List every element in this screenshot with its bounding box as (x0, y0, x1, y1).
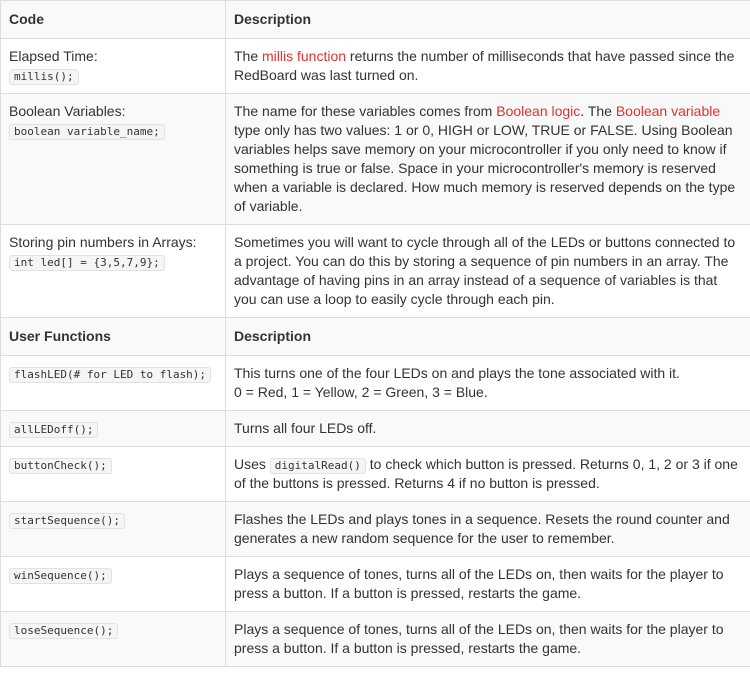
code-snippet: boolean variable_name; (9, 124, 165, 140)
description-cell: Turns all four LEDs off. (226, 411, 750, 447)
header-code: Code (1, 1, 226, 39)
desc-text: The (234, 48, 263, 64)
description-cell: Flashes the LEDs and plays tones in a sequence. Resets the round counter and generates a new random sequence for the user to remember. (226, 502, 750, 557)
header-description: Description (226, 1, 750, 39)
code-cell (1, 94, 226, 225)
row-label: Elapsed Time: (9, 48, 98, 64)
table-header-row (1, 1, 750, 39)
code-snippet: buttonCheck(); (9, 458, 112, 474)
desc-text: returns the number of milliseconds that have passed since the RedBoard was last turned on. (234, 48, 735, 83)
code-cell (1, 612, 226, 667)
table-row (1, 225, 750, 318)
description-cell (226, 356, 750, 411)
code-snippet: millis(); (9, 69, 79, 85)
table-row (1, 94, 750, 225)
description-cell: Plays a sequence of tones, turns all of the LEDs on, then waits for the player to press a button. If a button is pressed, restarts the game. (226, 557, 750, 612)
inline-code: digitalRead() (270, 458, 366, 474)
code-cell (1, 225, 226, 318)
code-cell (1, 447, 226, 502)
table-row (1, 447, 750, 502)
description-cell (226, 94, 750, 225)
table-row (1, 502, 750, 557)
desc-text: The name for these variables comes from (234, 103, 497, 119)
description-cell (226, 39, 750, 94)
boolean-variable-link[interactable]: Boolean variable (615, 103, 721, 119)
code-snippet: loseSequence(); (9, 623, 118, 639)
table-row (1, 411, 750, 447)
desc-text: 0 = Red, 1 = Yellow, 2 = Green, 3 = Blue. (234, 384, 488, 400)
code-snippet: winSequence(); (9, 568, 112, 584)
code-cell (1, 356, 226, 411)
code-snippet: allLEDoff(); (9, 422, 98, 438)
description-cell: Plays a sequence of tones, turns all of the LEDs on, then waits for the player to press a button. If a button is pressed, restarts the game. (226, 612, 750, 667)
table-row (1, 39, 750, 94)
code-cell (1, 502, 226, 557)
code-snippet: int led[] = {3,5,7,9}; (9, 255, 165, 271)
desc-text: to check which button is pressed. Returns 0, 1, 2 or 3 if one of the buttons is pressed. Returns 4 if no button is pressed. (234, 456, 738, 491)
table-header-row (1, 318, 750, 356)
table-row (1, 612, 750, 667)
code-snippet: startSequence(); (9, 513, 125, 529)
code-cell (1, 39, 226, 94)
code-snippet: flashLED(# for LED to flash); (9, 367, 211, 383)
table-row (1, 557, 750, 612)
table-row (1, 356, 750, 411)
header-user-functions: User Functions (1, 318, 226, 356)
code-cell (1, 411, 226, 447)
desc-text: Uses (234, 456, 270, 472)
desc-text: This turns one of the four LEDs on and plays the tone associated with it. (234, 365, 680, 381)
boolean-logic-link[interactable]: Boolean logic (496, 103, 581, 119)
description-cell: Sometimes you will want to cycle through all of the LEDs or buttons connected to a project. You can do this by storing a sequence of pin numbers in an array. The advantage of having pins in an array instead of a sequence of variables is that you can use a loop to easily cycle through each pin. (226, 225, 750, 318)
code-cell (1, 557, 226, 612)
desc-text: . The (580, 103, 616, 119)
description-cell (226, 447, 750, 502)
millis-function-link[interactable]: millis function (262, 48, 347, 64)
row-label: Storing pin numbers in Arrays: (9, 234, 197, 250)
desc-text: type only has two values: 1 or 0, HIGH or LOW, TRUE or FALSE. Using Boolean variables helps save memory on your microcontroller if you only need to know if something is true or false. Space in your microcontroller's memory is reserved when a variable is declared. How much memory is reserved depends on the type of variable. (234, 122, 736, 214)
row-label: Boolean Variables: (9, 103, 126, 119)
header-description: Description (226, 318, 750, 356)
